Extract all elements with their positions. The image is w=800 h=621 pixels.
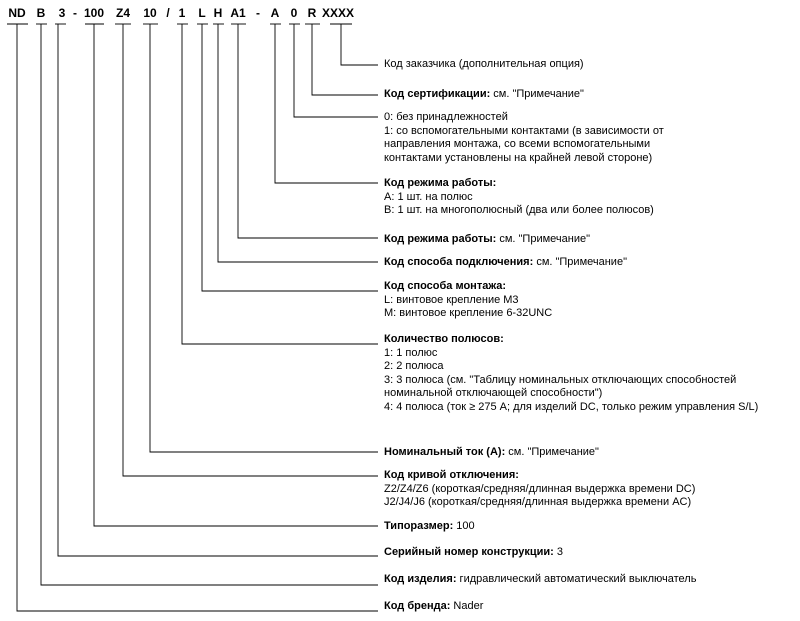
desc-certification-code-label: Код сертификации: <box>384 88 491 100</box>
code-part: - <box>73 6 77 20</box>
desc-connection-value: см. "Примечание" <box>533 256 627 268</box>
desc-operation-mode-code <box>384 177 654 218</box>
desc-customer-code <box>384 58 584 72</box>
desc-certification-code <box>384 88 584 102</box>
leader-line <box>312 24 378 95</box>
desc-brand-code-label: Код бренда: <box>384 600 451 612</box>
desc-mounting-line: M: винтовое крепление 6-32UNC <box>384 307 553 319</box>
leader-line <box>182 24 378 344</box>
desc-product-code-value: гидравлический автоматический выключатель <box>456 573 697 585</box>
desc-poles-count <box>384 333 758 414</box>
desc-trip-curve-code <box>384 469 695 510</box>
code-part: XXXX <box>321 6 355 20</box>
code-part: A1 <box>230 6 246 20</box>
leader-line <box>41 24 378 585</box>
code-part: L <box>198 6 206 20</box>
code-part: 1 <box>178 6 186 20</box>
desc-accessory-line: 0: без принадлежностей <box>384 111 508 123</box>
desc-connection-code <box>384 256 627 270</box>
desc-mounting-code <box>384 280 552 321</box>
desc-poles-line: 4: 4 полюса (ток ≥ 275 A; для изделий DC, только режим управления S/L) <box>384 400 759 413</box>
desc-accessory-code <box>384 111 664 165</box>
desc-poles-line: номинальной отключающей способности") <box>384 387 603 399</box>
desc-poles-line: 1: 1 полюс <box>384 346 438 359</box>
desc-connection-label: Код способа подключения: <box>384 256 534 268</box>
desc-trip-curve-line: J2/J4/J6 (короткая/средняя/длинная выдержка времени AC) <box>384 496 692 508</box>
code-part: 3 <box>58 6 66 20</box>
desc-brand-code-value: Nader <box>450 600 484 612</box>
desc-operation-mode-code-2 <box>384 233 590 247</box>
desc-certification-code-value: см. "Примечание" <box>490 88 584 100</box>
leader-line <box>123 24 378 476</box>
code-part: H <box>213 6 223 20</box>
code-part: 100 <box>83 6 105 20</box>
leader-line <box>94 24 378 526</box>
desc-operation-mode-line: B: 1 шт. на многополюсный (два или более полюсов) <box>384 204 654 216</box>
leader-line <box>17 24 378 611</box>
code-part: ND <box>8 6 26 20</box>
desc-mounting-label: Код способа монтажа: <box>384 280 507 292</box>
desc-frame-size <box>384 520 475 534</box>
leader-line <box>238 24 378 238</box>
desc-rated-current-value: см. "Примечание" <box>505 446 599 458</box>
code-part: - <box>256 6 260 20</box>
desc-rated-current-label: Номинальный ток (A): <box>384 446 506 458</box>
desc-poles-line: 2: 2 полюса <box>384 360 444 372</box>
model-code-row <box>8 6 354 20</box>
desc-trip-curve-label: Код кривой отключения: <box>384 469 519 481</box>
desc-frame-size-value: 100 <box>453 520 475 532</box>
code-part: B <box>36 6 46 20</box>
desc-accessory-line: контактами установлены на крайней левой стороне) <box>384 151 653 164</box>
code-part: 0 <box>290 6 298 20</box>
code-part: / <box>166 6 170 20</box>
leader-line <box>275 24 378 183</box>
leader-line <box>341 24 378 65</box>
code-part: Z4 <box>115 6 131 20</box>
code-part: R <box>307 6 317 20</box>
desc-operation-mode-label: Код режима работы: <box>384 177 497 189</box>
desc-accessory-line: 1: со вспомогательными контактами (в зависимости от <box>384 124 664 137</box>
desc-design-serial <box>384 546 563 560</box>
desc-frame-size-label: Типоразмер: <box>384 520 454 532</box>
desc-customer-code-text: Код заказчика (дополнительная опция) <box>384 58 584 70</box>
code-part: A <box>270 6 280 20</box>
leader-line <box>294 24 378 117</box>
desc-poles-line: 3: 3 полюса (см. "Таблицу номинальных отключающих способностей <box>384 373 737 386</box>
desc-brand-code <box>384 600 483 614</box>
desc-operation-mode-2-label: Код режима работы: <box>384 233 497 245</box>
desc-operation-mode-2-value: см. "Примечание" <box>496 233 590 245</box>
leader-line <box>218 24 378 262</box>
desc-accessory-line: направления монтажа, со всеми вспомогательными <box>384 138 651 150</box>
desc-product-code <box>384 573 696 587</box>
desc-mounting-line: L: винтовое крепление M3 <box>384 293 519 306</box>
leader-lines <box>7 24 378 611</box>
desc-rated-current <box>384 446 599 460</box>
desc-operation-mode-line: A: 1 шт. на полюс <box>384 190 473 203</box>
desc-product-code-label: Код изделия: <box>384 573 457 585</box>
leader-line <box>202 24 378 291</box>
desc-trip-curve-line: Z2/Z4/Z6 (короткая/средняя/длинная выдержка времени DC) <box>384 482 696 495</box>
desc-design-serial-value: 3 <box>553 546 563 558</box>
desc-design-serial-label: Серийный номер конструкции: <box>384 546 554 558</box>
code-part: 10 <box>143 6 157 20</box>
desc-poles-label: Количество полюсов: <box>384 333 504 345</box>
